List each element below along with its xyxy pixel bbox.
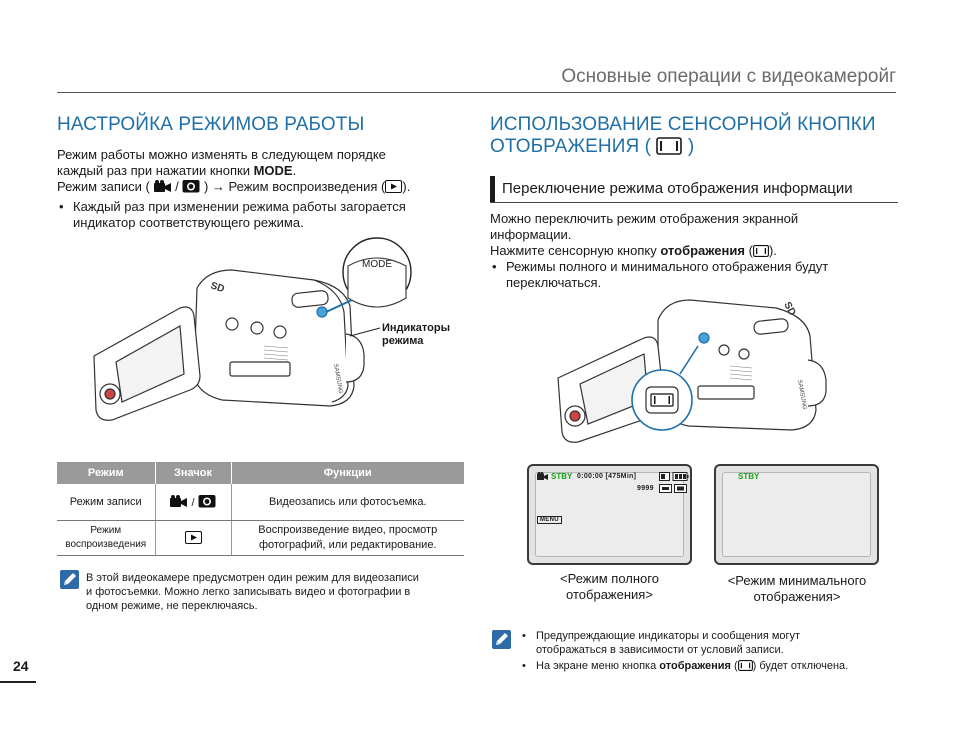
table-header-mode: Режим [57, 462, 155, 484]
table-cell-function [231, 520, 464, 555]
camcorder-right-model: SD [781, 300, 798, 318]
table-cell-mode-line-1: Режим [90, 524, 122, 536]
camcorder-left-model: SD [209, 280, 226, 296]
display-keyword: отображения [660, 243, 745, 258]
modes-description [57, 147, 457, 231]
photo-count: 9999 [637, 485, 654, 492]
right-note-bullet-1 [520, 629, 900, 657]
table-cell-icons [155, 484, 231, 520]
mode-keyword: MODE [253, 163, 293, 178]
display-heading-line-1: ИСПОЛЬЗОВАНИЕ СЕНСОРНОЙ КНОПКИ [490, 114, 876, 135]
display-bullet: • Режимы полного и минимального отображения будут переключаться. [490, 259, 870, 291]
stby-label: STBY [738, 472, 760, 481]
modes-bullet: • Каждый раз при изменении режима работы загорается индикатор соответствующего режима. [57, 199, 437, 231]
mode-indicators-callout [382, 322, 450, 348]
camcorder-left-brand: SAMSUNG [332, 363, 344, 395]
display-desc-line-3-mid: ( [744, 243, 753, 258]
storage-battery-icons [659, 472, 689, 481]
right-note-bullet-1-line-1: • Предупреждающие индикаторы и сообщения могут [536, 630, 801, 642]
display-heading-line-2-end: ) [682, 136, 695, 157]
modes-desc-line-1: Режим работы можно изменять в следующем порядке [57, 147, 386, 162]
table-header-row [57, 462, 464, 484]
playback-icon [385, 180, 402, 193]
icons-separator: / [191, 497, 195, 510]
display-desc-line-1: Можно переключить режим отображения экранной [490, 211, 799, 226]
menu-shortcut-icon: MENU [537, 516, 562, 524]
table-header-icon: Значок [155, 462, 231, 484]
table-cell-function: Видеозапись или фотосъемка. [231, 484, 464, 520]
display-subheading [490, 176, 898, 203]
header-divider [57, 92, 896, 93]
callout-line-2: режима [382, 335, 424, 347]
modes-desc-line-3-end: ). [402, 179, 411, 194]
display-desc-line-3-pre: Нажмите сенсорную кнопку [490, 243, 661, 258]
page-number: 24 [13, 658, 29, 674]
mode-button-label: MODE [362, 259, 392, 270]
playback-icon [185, 531, 202, 544]
caption-full-line-1: <Режим полного [560, 571, 659, 586]
resolution-icons [659, 484, 689, 493]
modes-desc-line-2-end: . [292, 163, 297, 178]
table-cell-mode [57, 520, 155, 555]
right-note-bullet-1-line-2: отображаться в зависимости от условий записи. [536, 644, 784, 656]
right-note-bullet-2 [520, 659, 900, 673]
table-header-functions: Функции [231, 462, 464, 484]
photo-camera-icon [198, 494, 216, 508]
note-icon [60, 570, 79, 589]
modes-desc-line-3-sep: / [171, 179, 183, 194]
camcorder-illustration-right [548, 290, 838, 450]
table-row [57, 520, 464, 555]
caption-minimal-display [702, 573, 892, 605]
left-note [86, 571, 466, 613]
caption-full-line-2: отображения> [566, 587, 653, 602]
display-button-icon [738, 660, 753, 671]
right-note [520, 629, 900, 673]
display-button-icon [656, 137, 682, 155]
display-description [490, 211, 890, 291]
subheading-text: Переключение режима отображения информации [502, 180, 853, 197]
display-desc-line-3 [490, 243, 890, 259]
section-heading-display [490, 114, 876, 158]
subheading-bar [490, 176, 495, 202]
right-note-bullet-2-end: ) будет отключена. [752, 660, 849, 672]
left-note-line-3: одном режиме, не переключаясь. [86, 600, 258, 612]
stby-label: STBY [551, 472, 573, 481]
video-camera-icon [170, 495, 188, 508]
display-desc-line-2: информации. [490, 227, 572, 242]
right-note-bullet-2-mid: ( [730, 660, 738, 672]
timecode-readout: 0:00:00 [475Min] [577, 473, 637, 480]
camcorder-right-brand: SAMSUNG [796, 379, 808, 411]
modes-desc-line-3-mid: ) → Режим воспроизведения ( [200, 179, 386, 194]
table-cell-mode: Режим записи [57, 484, 155, 520]
modes-desc-line-2 [57, 163, 457, 179]
table-cell-function-line-1: Воспроизведение видео, просмотр [258, 523, 438, 536]
section-heading-modes: НАСТРОЙКА РЕЖИМОВ РАБОТЫ [57, 114, 365, 135]
table-cell-mode-line-2: воспроизведения [65, 538, 147, 550]
left-note-line-2: и фотосъемки. Можно легко записывать видео и фотографии в [86, 586, 411, 598]
photo-camera-icon [182, 179, 200, 193]
page-number-rule [0, 681, 36, 683]
modes-desc-line-2-text: каждый раз при нажатии кнопки [57, 163, 254, 178]
modes-desc-line-3 [57, 179, 457, 195]
display-heading-line-2-pre: ОТОБРАЖЕНИЯ ( [490, 136, 657, 157]
screen-minimal-inner [722, 472, 871, 557]
table-row [57, 484, 464, 520]
display-heading-line-2 [490, 136, 876, 158]
note-icon [492, 630, 511, 649]
display-desc-line-3-end: ). [768, 243, 777, 258]
video-camera-icon [154, 180, 172, 193]
screen-full-display [527, 464, 692, 565]
caption-min-line-2: отображения> [753, 589, 841, 604]
caption-min-line-1: <Режим минимального [727, 573, 867, 588]
right-note-bullet-2-pre: На экране меню кнопка [536, 660, 660, 672]
modes-desc-line-3-pre: Режим записи ( [57, 179, 154, 194]
screen-minimal-display [714, 464, 879, 565]
table-cell-function-line-2: фотографий, или редактирование. [258, 538, 437, 551]
record-mode-icon [537, 472, 548, 481]
callout-line-1: Индикаторы [382, 322, 450, 334]
caption-full-display [527, 571, 692, 603]
display-button-icon [753, 245, 769, 257]
chapter-title: Основные операции с видеокамеройг [561, 66, 896, 87]
modes-table [57, 462, 464, 556]
right-note-keyword: отображения [659, 660, 731, 672]
left-note-line-1: В этой видеокамере предусмотрен один режим для видеозаписи [86, 572, 419, 584]
table-cell-icons [155, 520, 231, 555]
